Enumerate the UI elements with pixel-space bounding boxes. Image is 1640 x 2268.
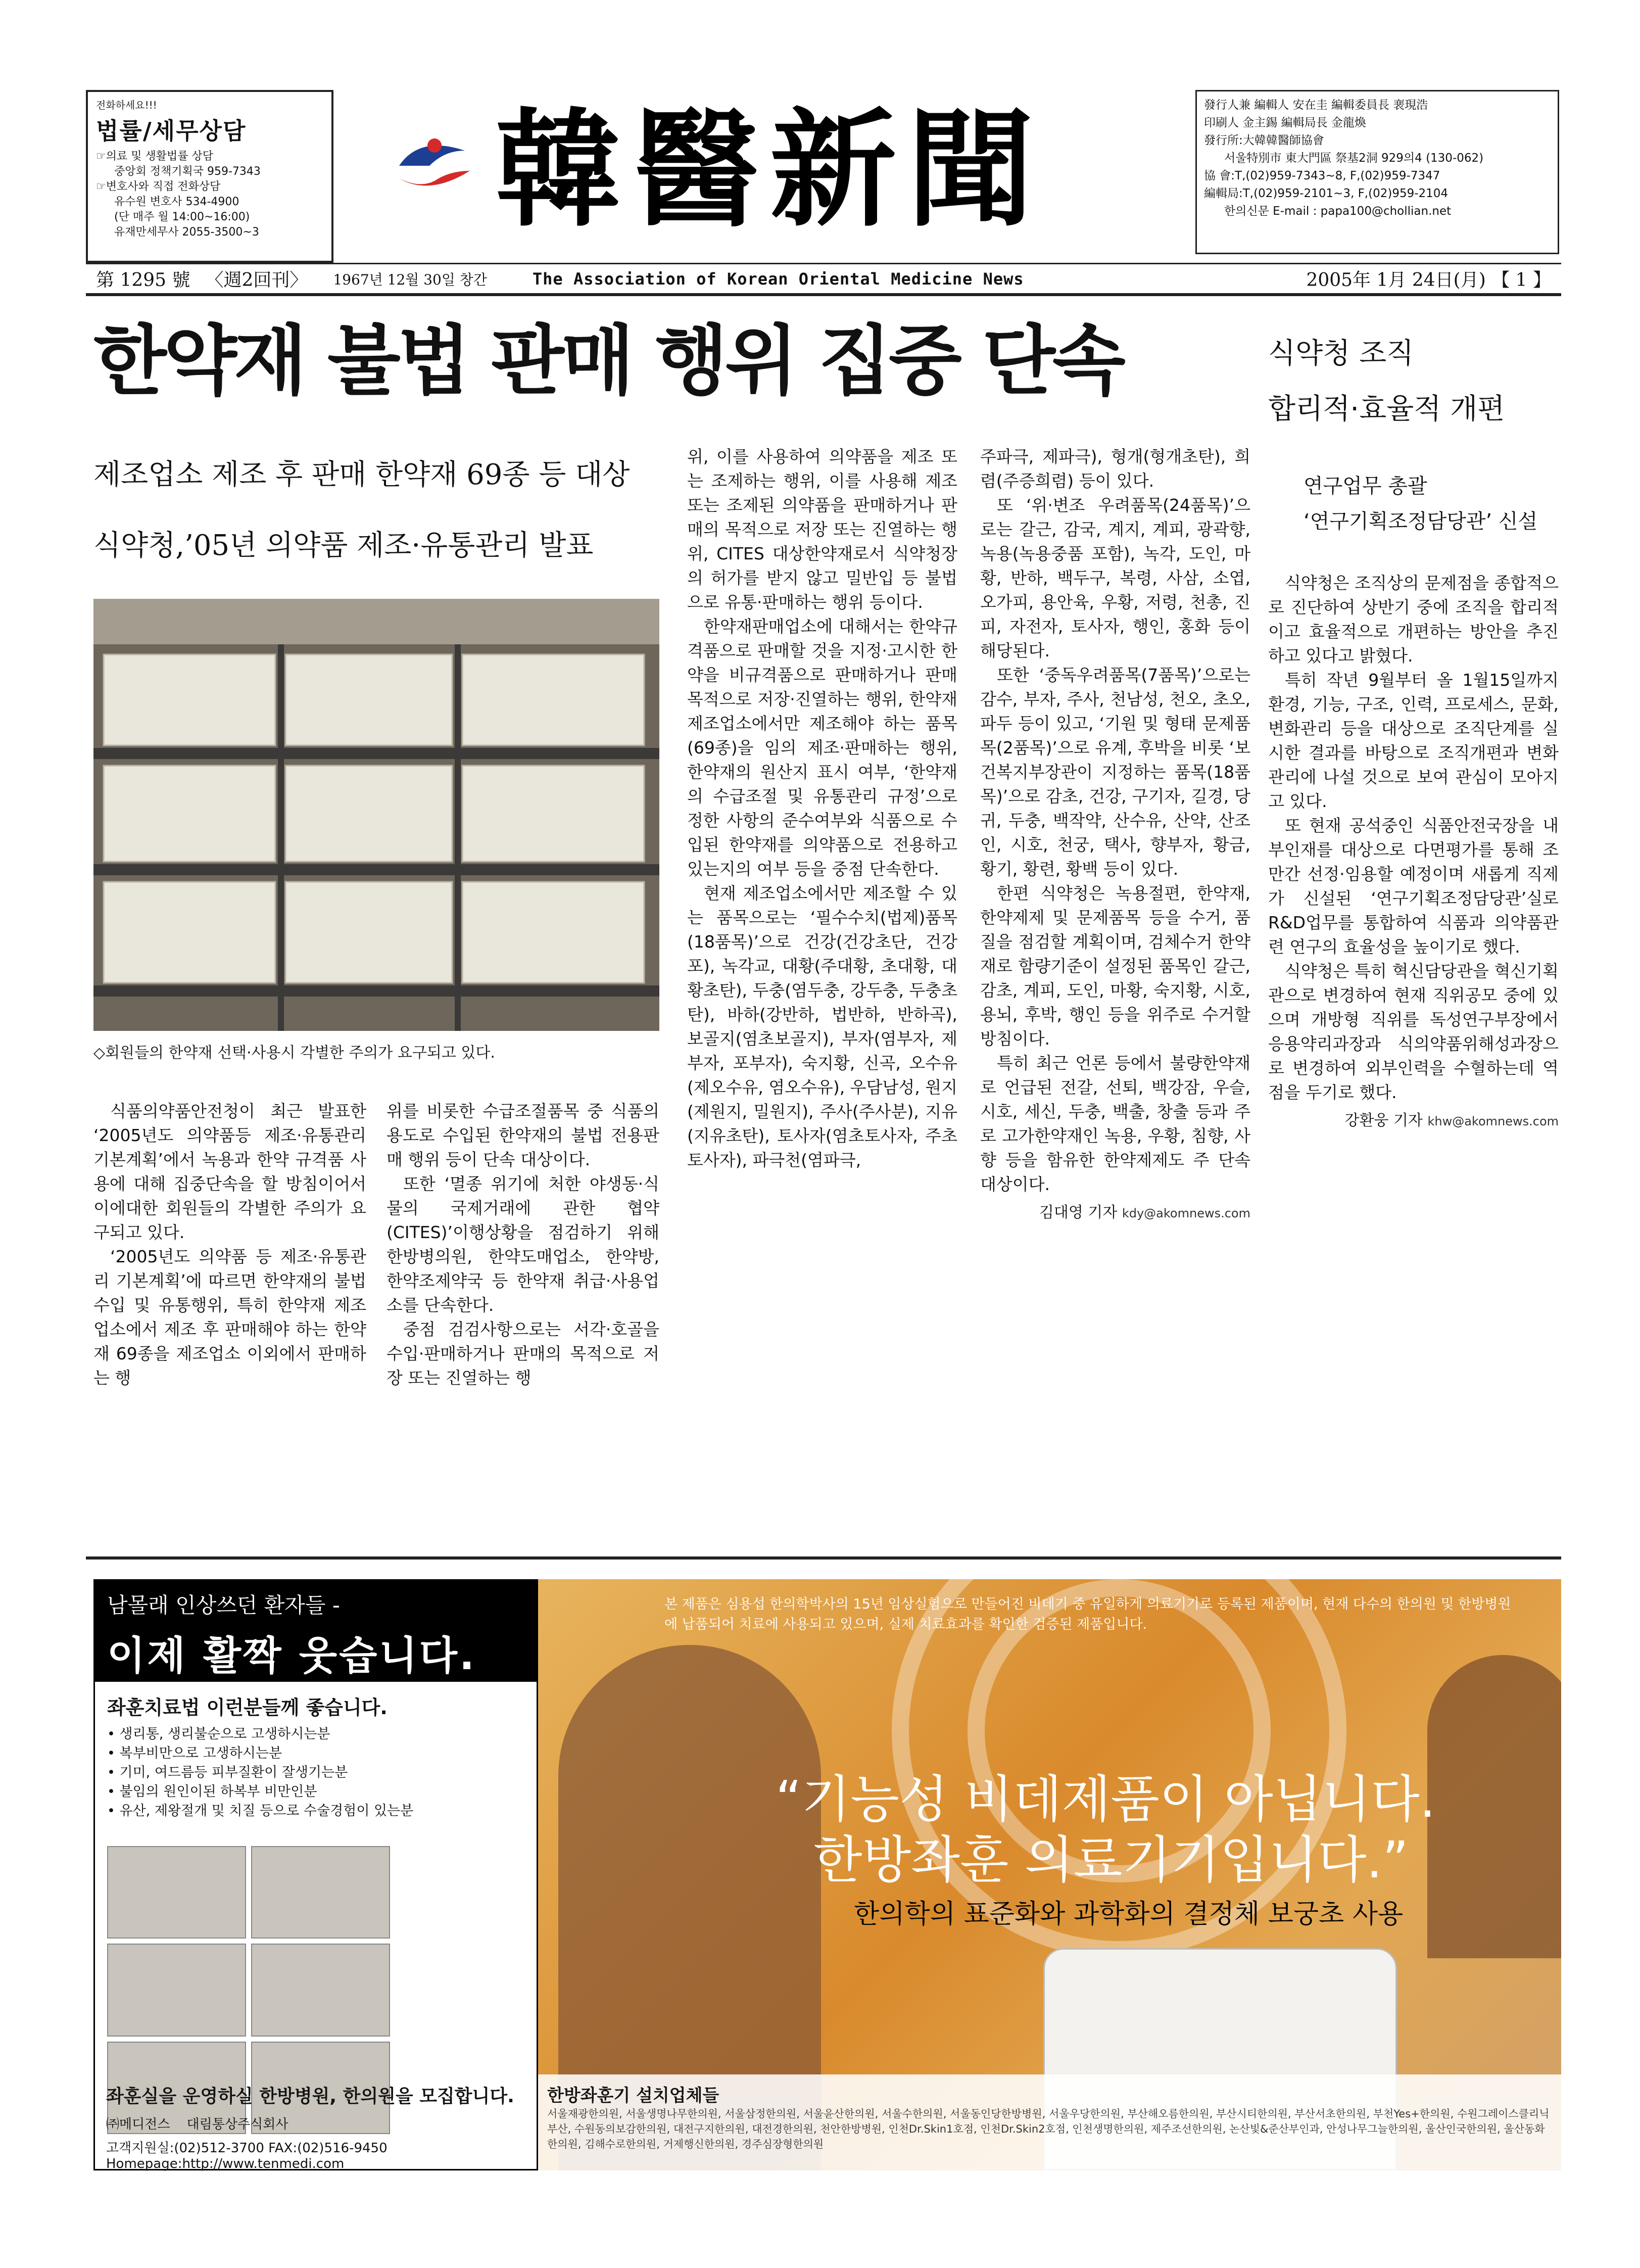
advertisement-right-panel xyxy=(538,1579,1561,2170)
article-paragraph: 중점 검검사항으로는 서각·호골을 수입·판매하거나 판매의 목적으로 저장 또는 진열하는 행 xyxy=(387,1319,659,1388)
publisher-line: 協 會:T,(02)959-7343~8, F,(02)959-7347 xyxy=(1204,169,1440,182)
founded-date: 1967년 12월 30일 창간 xyxy=(333,271,487,288)
publisher-line: 發行所:大韓韓醫師協會 xyxy=(1204,134,1324,147)
publisher-line: 印刷人 金主錫 編輯局長 金龍煥 xyxy=(1204,116,1366,129)
issue-info-bar xyxy=(86,263,1561,296)
ad-product-note: 본 제품은 심용섭 한의학박사의 15년 임상실험으로 만들어진 비데기 중 유일하게 의료기기로 등록된 제품이며, 현재 다수의 한의원 및 한방병원에 납품되어 치료에 사용되고 있으며, 실제 치료효과를 확인한 검증된 제품입니다. xyxy=(664,1596,1511,1632)
association-logo-icon xyxy=(389,130,480,211)
issue-number: 第 1295 號 xyxy=(96,270,190,291)
article-paragraph: 한약재판매업소에 대해서는 한약규격품으로 판매할 것을 지정·고시한 한약을 비규격품으로 판매하거나 판매목적으로 저장·진열하는 행위, 한약재 제조업소에서만 제조해야 하는 품목(69종)을 임의 제조·판매하는 행위, 한약재의 원산지 표시 여부, ‘한약재의 수급조절 및 유통관리 규정’으로 정한 사항의 준수여부와 식품으로 수입된 한약재를 의약품으로 전용하고 있는지의 여부 등을 중점 단속한다. xyxy=(687,617,957,879)
ad-photo xyxy=(251,1944,390,2036)
publisher-info-box xyxy=(1195,90,1559,254)
ad-header xyxy=(95,1581,537,1682)
ad-homepage: Homepage:http://www.tenmedi.com xyxy=(106,2156,345,2171)
ad-call-to-action: 좌훈실을 운영하실 한방병원, 한의원을 모집합니다. xyxy=(106,2086,514,2107)
photo-caption: ◇회원들의 한약재 선택·사용시 각별한 주의가 요구되고 있다. xyxy=(93,1044,495,1062)
ad-photo xyxy=(251,1846,390,1939)
article-paragraph: 또 현재 공석중인 식품안전국장을 내부인재를 대상으로 다면평가를 통해 조만간 선정·임용할 예정이며 새롭게 직제가 신설된 ‘연구기획조정담당관’실로 R&D업무를 통합하여 식품과 의약품관련 연구의 효율성을 높이기로 했다. xyxy=(1268,816,1559,957)
byline-name: 강환웅 기자 xyxy=(1344,1112,1423,1129)
ad-benefits-title: 좌훈치료법 이런분들께 좋습니다. xyxy=(107,1696,388,1719)
ad-header-line: 남몰래 인상쓰던 환자들 - xyxy=(107,1593,340,1618)
article-paragraph: 식품의약품안전청이 최근 발표한 ‘2005년도 의약품등 제조·유통관리 기본계획’에서 녹용과 한약 규격품 사용에 대해 집중단속을 할 방침이어서 이에대한 회원들의 각별한 주의가 요구되고 있다. xyxy=(93,1101,366,1242)
byline-email: khw@akomnews.com xyxy=(1427,1114,1559,1128)
main-headline: 한약재 불법 판매 행위 집중 단속 xyxy=(93,317,1123,405)
ad-contact xyxy=(106,2082,530,2171)
legal-box-line: ☞의료 및 생활법률 상담 xyxy=(96,150,213,163)
publisher-line: 編輯局:T,(02)959-2101~3, F,(02)959-2104 xyxy=(1204,187,1449,200)
article-column xyxy=(387,1099,659,1390)
article-column xyxy=(93,1099,366,1390)
legal-box-line: 중앙회 정책기획국 959-7343 xyxy=(114,165,261,178)
article-paragraph: 또한 ‘중독우려품목(7품목)’으로는 감수, 부자, 주사, 천남성, 천오, 초오, 파두 등이 있고, ‘기원 및 형태 문제품목(2품목)’으로 유계, 후박을 비롯 ‘보건복지부장관이 지정하는 품목(18품목)’으로 감초, 건강, 구기자, 길경, 당귀, 두충, 백작약, 산수유, 산약, 산조인, 시호, 천궁, 택사, 향부자, 황금, 황기, 황련, 황백 등이 있다. xyxy=(980,665,1250,879)
side-article-title: 식약청 조직 xyxy=(1268,337,1414,370)
newspaper-title: 韓醫新聞 xyxy=(495,95,1045,244)
ad-installers-band xyxy=(538,2074,1561,2170)
side-article-subhead: ‘연구기획조정담당관’ 신설 xyxy=(1304,510,1538,533)
ad-divider xyxy=(86,1556,1561,1560)
legal-box-call-text: 전화하세요!!! xyxy=(96,99,157,111)
ad-benefits xyxy=(107,1692,526,1821)
article-paragraph: 또 ‘위·변조 우려품목(24품목)’으로는 갈근, 감국, 계지, 계피, 광곽향, 녹용(녹용중품 포함), 녹각, 도인, 마황, 반하, 백두구, 복령, 사삼, 소엽, 오가피, 용안육, 우황, 저령, 천총, 진피, 자전자, 토사자, 행인, 홍화 등이 해당된다. xyxy=(980,495,1250,660)
ad-benefit-item: • 생리통, 생리불순으로 고생하시는분 xyxy=(107,1726,330,1742)
company-name: ㈜메디전스 xyxy=(106,2117,170,2132)
publisher-line: 發行人兼 編輯人 安在圭 編輯委員長 裵現浩 xyxy=(1204,99,1428,112)
ad-installers-title: 한방좌훈기 설치업체들 xyxy=(547,2086,719,2106)
company-name: 대림통상주식회사 xyxy=(186,2117,288,2132)
ad-model-image xyxy=(1427,1655,1561,1958)
ad-benefit-item: • 불임의 원인이된 하복부 비만인분 xyxy=(107,1784,317,1800)
publication-frequency: 〈週2回刊〉 xyxy=(205,270,308,291)
ad-companies xyxy=(106,2114,530,2133)
ad-benefit-item: • 복부비만으로 고생하시는분 xyxy=(107,1745,282,1761)
legal-box-line: 유수원 변호사 534-4900 xyxy=(114,196,239,208)
byline-name: 김대영 기자 xyxy=(1039,1204,1118,1221)
main-subhead: 식약청,’05년 의약품 제조·유통관리 발표 xyxy=(93,529,594,562)
main-subhead: 제조업소 제조 후 판매 한약재 69종 등 대상 xyxy=(93,458,630,491)
article-paragraph: 주파극, 제파극), 형개(형개초탄), 희렴(주증희렴) 등이 있다. xyxy=(980,447,1250,491)
byline-email: kdy@akomnews.com xyxy=(1122,1206,1250,1220)
ad-installers-list: 서울재광한의원, 서울생명나무한의원, 서울삼정한의원, 서울윤산한의원, 서울수한의원, 서울동인당한방병원, 서울우당한의원, 부산해오름한의원, 부산시티한의원, 부산서초한의원, 부천Yes+한의원, 수원그레이스클리닉부산, 수원동의보감한의원, 대전구지한의원, 대전경한의원, 천안한방병원, 인천Dr.Skin1호점, 인천Dr.Skin2호점, 인천생명한의원, 제주조선한의원, 논산빛&준산부인과, 안성나무그늘한의원, 울산인국한의원, 울산동화한의원, 김해수로한의원, 거제행신한의원, 경주심장형한의원 xyxy=(547,2108,1550,2150)
publisher-email: 한의신문 E-mail : papa100@chollian.net xyxy=(1224,205,1452,218)
ad-header-slogan: 이제 활짝 웃습니다. xyxy=(107,1633,476,1679)
article-paragraph: 특히 작년 9월부터 올 1월15일까지 환경, 기능, 구조, 인력, 프로세스, 문화, 변화관리 등을 대상으로 조직단계를 실시한 결과를 바탕으로 조직개편과 변화관리에 나설 것으로 보여 관심이 모아지고 있다. xyxy=(1268,670,1559,811)
article-paragraph: 또한 ‘멸종 위기에 처한 야생동·식물의 국제거래에 관한 협약(CITES)’이행상황을 점검하기 위해 한방병의원, 한약도매업소, 한약방, 한약조제약국 등 한약재 취급·사용업소를 단속한다. xyxy=(387,1174,659,1315)
article-paragraph: 위, 이를 사용하여 의약품을 제조 또는 조제하는 행위, 이를 사용해 제조 또는 조제된 의약품을 판매하거나 판매의 목적으로 저장 또는 진열하는 행위, CITES 대상한약재로서 식약청장의 허가를 받지 않고 밀반입 등 불법으로 유통·판매하는 행위 등이다. xyxy=(687,447,957,612)
ad-benefit-item: • 유산, 제왕절개 및 치질 등으로 수술경험이 있는분 xyxy=(107,1803,414,1819)
article-paragraph: 현재 제조업소에서만 제조할 수 있는 품목으로는 ‘필수수치(법제)품목(18품목)’으로 건강(건강초단, 건강포), 녹각교, 대황(주대황, 초대황, 대황초탄), 두충(염두충, 강두충, 두충초탄), 바하(강반하, 법반하, 반하곡), 보골지(염초보골지), 부자(염부자, 제부자, 포부자), 숙지황, 신곡, 오수유(제오수유, 염오수유), 우담남성, 원지(제원지, 밀원지), 주사(주사분), 지유(지유초탄), 토사자(염초토사자, 주초토사자), 파극천(염파극, xyxy=(687,883,957,1170)
legal-consult-box xyxy=(86,90,333,263)
side-article-subhead: 연구업무 총괄 xyxy=(1304,475,1427,498)
legal-box-line: (단 매주 월 14:00~16:00) xyxy=(114,211,250,223)
article-paragraph: 특히 최근 언론 등에서 불량한약재로 언급된 전갈, 선퇴, 백강잠, 우슬, 시호, 세신, 두충, 백출, 창출 등과 주로 고가한약재인 녹용, 우황, 침향, 사향 등을 함유한 한약제제도 주 단속 대상이다. xyxy=(980,1053,1250,1194)
ad-photo xyxy=(107,1944,246,2036)
ad-photo xyxy=(107,1846,246,1939)
ad-slogan: “기능성 비데제품이 아닙니다. xyxy=(776,1770,1436,1829)
publisher-line: 서울特別市 東大門區 祭基2洞 929의4 (130-062) xyxy=(1224,152,1484,165)
ad-slogan: 한방좌훈 의료기기입니다.” xyxy=(813,1830,1409,1889)
article-photo xyxy=(93,599,659,1031)
article-paragraph: ‘2005년도 의약품 등 제조·유통관리 기본계획’에 따르면 한약재의 불법수입 및 유통행위, 특히 한약재 제조업소에서 제조 후 판매해야 하는 한약재 69종을 제조업소 이외에서 판매하는 행 xyxy=(93,1247,366,1388)
article-column xyxy=(687,445,957,1172)
article-paragraph: 식약청은 특히 혁신담당관을 혁신기획관으로 변경하여 현재 직위공모 중에 있으며 개방형 직위를 독성연구부장에서 응용약리과장과 식의약품위해성과장으로 변경하여 외부인력을 수혈하는데 역점을 두기로 했다. xyxy=(1268,961,1559,1102)
article-paragraph: 위를 비롯한 수급조절품목 중 식품의 용도로 수입된 한약재의 불법 전용판매 행위 등이 단속 대상이다. xyxy=(387,1101,659,1169)
issue-date: 2005年 1月 24日(月) 【 1 】 xyxy=(1306,270,1551,291)
article-paragraph: 한편 식약청은 녹용절편, 한약재, 한약제제 및 문제품목 등을 수거, 품질을 점검할 계획이며, 검체수거 한약재로 함량기준이 설정된 품목인 갈근, 감초, 계피, 도인, 마황, 숙지황, 시호, 용뇌, 후박, 행인 등을 위주로 수거할 방침이다. xyxy=(980,883,1250,1049)
ad-benefit-item: • 기미, 여드름등 피부질환이 잘생기는분 xyxy=(107,1765,348,1780)
side-article-column xyxy=(1268,571,1559,1133)
article-column xyxy=(980,445,1250,1225)
legal-box-line: ☞변호사와 직접 전화상담 xyxy=(96,180,221,193)
article-paragraph: 식약청은 조직상의 문제점을 종합적으로 진단하여 상반기 중에 조직을 합리적이고 효율적으로 개편하는 방안을 추진하고 있다고 밝혔다. xyxy=(1268,573,1559,666)
ad-tagline: 한의학의 표준화와 과학화의 결정체 보궁초 사용 xyxy=(854,1899,1404,1929)
article-byline xyxy=(980,1201,1250,1225)
legal-box-line: 유재만세무사 2055-3500~3 xyxy=(114,226,259,239)
article-byline xyxy=(1268,1109,1559,1133)
ad-phone: 고객지원실:(02)512-3700 FAX:(02)516-9450 xyxy=(106,2141,388,2156)
english-title: The Association of Korean Oriental Medicine News xyxy=(532,269,1024,289)
legal-box-title: 법률/세무상담 xyxy=(96,117,247,145)
side-article-title: 합리적·효율적 개편 xyxy=(1268,393,1505,426)
